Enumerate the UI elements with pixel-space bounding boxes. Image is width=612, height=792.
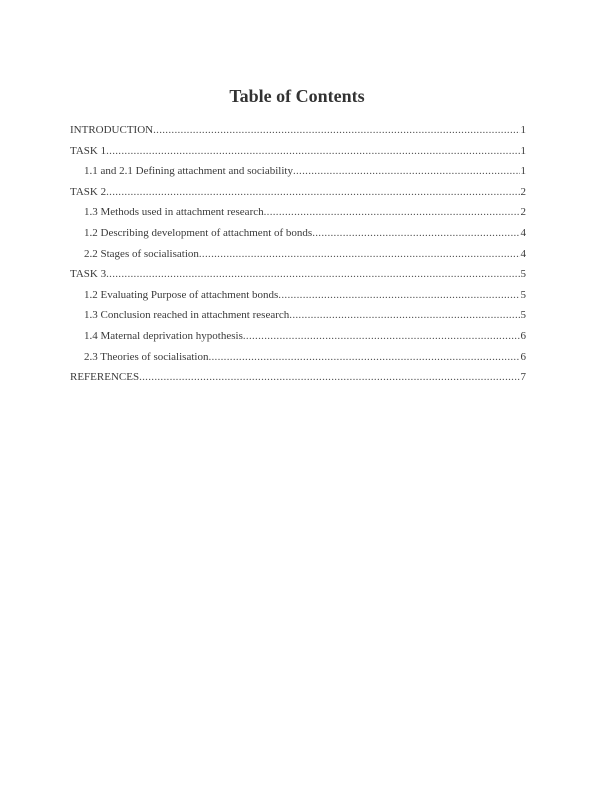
toc-dot-leader — [106, 141, 519, 162]
toc-entry-task-1[interactable] — [70, 141, 526, 162]
toc-dot-leader — [264, 202, 520, 223]
toc-page-number: 1 — [520, 144, 526, 157]
toc-dot-leader — [289, 305, 519, 326]
toc-entry-text: 2.2 Stages of socialisation — [84, 247, 199, 260]
toc-entry-text: TASK 3 — [70, 268, 107, 281]
toc-dot-leader — [208, 347, 519, 368]
toc-title: Table of Contents — [229, 86, 365, 106]
toc-entry-theories-socialisation[interactable] — [70, 347, 526, 368]
toc-entry-stages-socialisation[interactable] — [70, 244, 526, 265]
toc-entry-text: 2.3 Theories of socialisation — [84, 350, 209, 363]
toc-entry-text: 1.4 Maternal deprivation hypothesis — [84, 329, 243, 342]
toc-entry-defining-attachment[interactable] — [70, 161, 526, 182]
toc-entry-text: 1.3 Conclusion reached in attachment research — [84, 309, 290, 322]
toc-dot-leader — [278, 285, 519, 306]
toc-dot-leader — [312, 223, 519, 244]
toc-entry-text: TASK 1 — [70, 144, 107, 157]
toc-dot-leader — [153, 120, 519, 141]
toc-entry-maternal-deprivation[interactable] — [70, 326, 526, 347]
toc-entry-task-3[interactable] — [70, 264, 526, 285]
toc-entry-introduction[interactable] — [70, 120, 526, 141]
toc-list — [70, 120, 526, 388]
toc-entry-references[interactable] — [70, 367, 526, 388]
toc-entry-methods-research[interactable] — [70, 202, 526, 223]
toc-dot-leader — [139, 367, 519, 388]
toc-entry-text: INTRODUCTION — [70, 124, 154, 136]
toc-page-number: 5 — [520, 309, 526, 322]
toc-entry-text: 1.2 Evaluating Purpose of attachment bonds — [84, 288, 279, 301]
toc-page-number: 2 — [520, 185, 526, 198]
toc-page-number: 7 — [520, 371, 526, 384]
toc-entry-text: TASK 2 — [70, 185, 107, 198]
toc-page-number: 1 — [520, 165, 526, 178]
toc-entry-evaluating-purpose[interactable] — [70, 285, 526, 306]
toc-dot-leader — [106, 264, 519, 285]
toc-entry-text: REFERENCES — [70, 371, 140, 384]
toc-entry-text: 1.3 Methods used in attachment research — [84, 206, 264, 219]
toc-page-number: 4 — [520, 247, 526, 260]
toc-dot-leader — [243, 326, 520, 347]
toc-page-number: 6 — [520, 329, 526, 342]
toc-dot-leader — [199, 244, 520, 265]
toc-page-number: 2 — [520, 206, 526, 219]
toc-page-number: 1 — [520, 124, 526, 136]
toc-page-number: 4 — [520, 226, 526, 239]
toc-page-number: 5 — [520, 288, 526, 301]
toc-dot-leader — [293, 161, 520, 182]
toc-page-number: 5 — [520, 268, 526, 281]
toc-entry-conclusion-research[interactable] — [70, 305, 526, 326]
toc-entry-development-attachment[interactable] — [70, 223, 526, 244]
toc-entry-text: 1.2 Describing development of attachment of bonds — [84, 226, 313, 239]
toc-dot-leader — [106, 182, 519, 203]
toc-page-number: 6 — [520, 350, 526, 363]
toc-entry-task-2[interactable] — [70, 182, 526, 203]
toc-entry-text: 1.1 and 2.1 Defining attachment and sociability — [84, 165, 293, 178]
